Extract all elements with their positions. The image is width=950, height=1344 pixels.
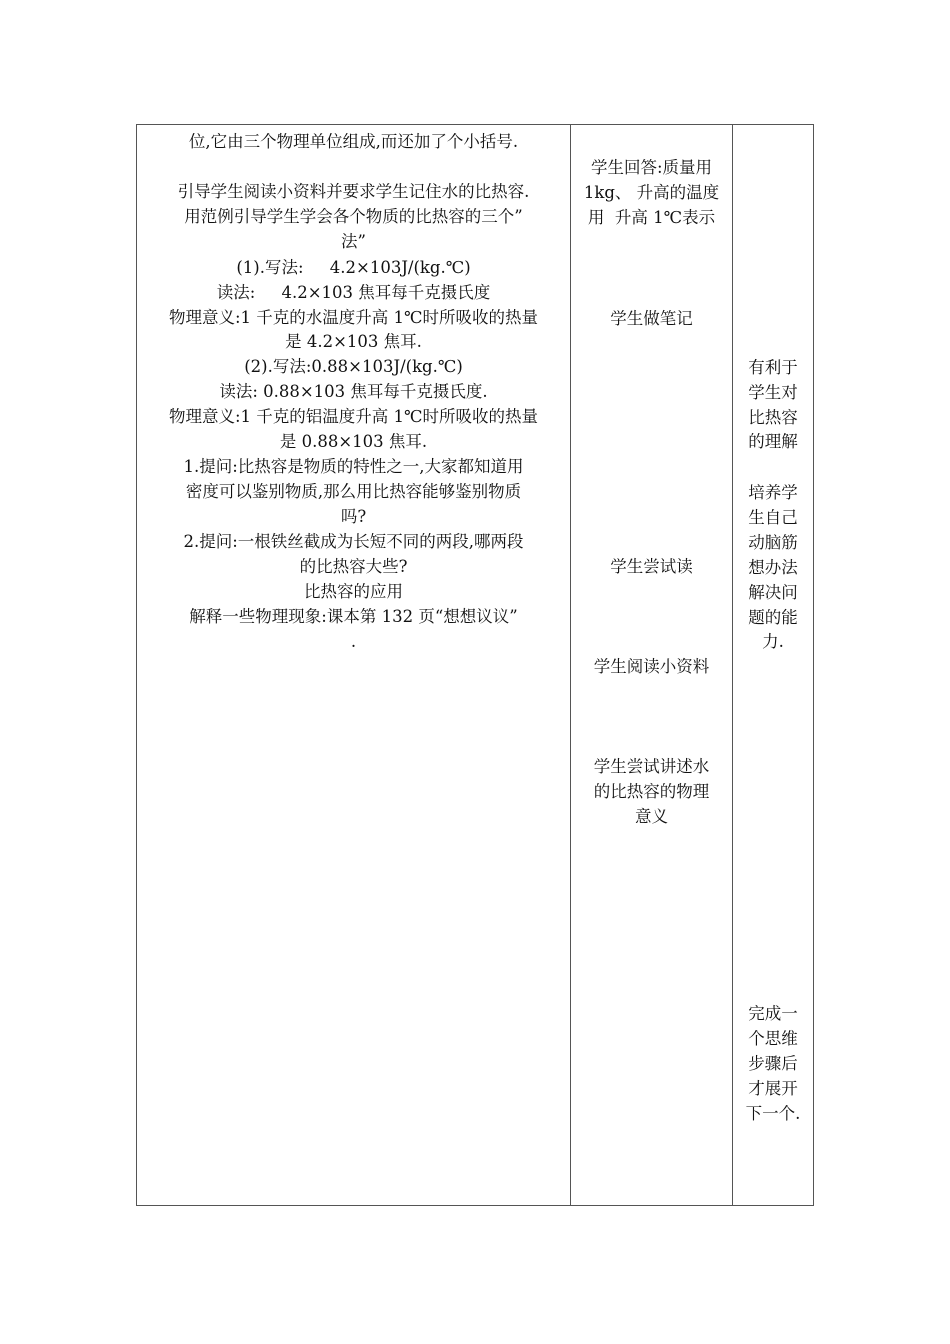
teacher-line: 物理意义:1 千克的水温度升高 1℃时所吸收的热量 — [168, 308, 538, 327]
student-line: 学生尝试讲述水 — [593, 757, 710, 776]
teacher-line: 引导学生阅读小资料并要求学生记住水的比热容. — [177, 182, 530, 201]
teacher-line: (1).写法: 4.2×103J/(kg.℃) — [236, 258, 471, 277]
intent-line: 步骤后 — [748, 1054, 798, 1073]
intent-line: 解决问 — [748, 583, 798, 602]
teacher-line: 是 0.88×103 焦耳. — [279, 432, 428, 451]
teacher-line: 用范例引导学生学会各个物质的比热容的三个” — [184, 207, 523, 226]
student-line: 学生尝试读 — [610, 557, 693, 576]
intent-line: 完成一 — [748, 1004, 798, 1023]
student-line: 学生回答:质量用 — [590, 158, 713, 177]
intent-line: 才展开 — [748, 1079, 798, 1098]
intent-line: 的理解 — [748, 432, 798, 451]
teacher-line: 密度可以鉴别物质,那么用比热容能够鉴别物质 — [185, 482, 522, 501]
teacher-line: (2).写法:0.88×103J/(kg.℃) — [244, 357, 463, 376]
intent-line: 比热容 — [748, 408, 798, 427]
teacher-line: 读法: 0.88×103 焦耳每千克摄氏度. — [219, 382, 488, 401]
intent-line: 培养学 — [748, 483, 798, 502]
teacher-line: 法” — [341, 232, 366, 251]
intent-line: 题的能 — [748, 608, 798, 627]
student-line: 的比热容的物理 — [593, 782, 710, 801]
teacher-line: 物理意义:1 千克的铝温度升高 1℃时所吸收的热量 — [168, 407, 538, 426]
student-line: 1kg、 升高的温度 — [583, 183, 720, 202]
student-line: 学生做笔记 — [610, 309, 693, 328]
teacher-line: 1.提问:比热容是物质的特性之一,大家都知道用 — [183, 457, 524, 476]
design-intent-column — [733, 125, 813, 1205]
teacher-line: 比热容的应用 — [304, 582, 403, 601]
teacher-line: 吗? — [340, 507, 367, 526]
intent-line: 学生对 — [748, 383, 798, 402]
intent-line: 力. — [762, 632, 784, 651]
intent-line: 有利于 — [748, 358, 798, 377]
lesson-table — [136, 124, 814, 1206]
student-line: 意义 — [635, 807, 668, 826]
intent-line: 动脑筋 — [748, 533, 798, 552]
student-line: 用 升高 1℃表示 — [587, 208, 716, 227]
intent-line: 想办法 — [748, 558, 798, 577]
student-activity-column — [571, 125, 733, 1205]
intent-line: 下一个. — [745, 1104, 801, 1123]
intent-line: 生自己 — [748, 508, 798, 527]
student-line: 学生阅读小资料 — [593, 657, 710, 676]
teacher-line: . — [350, 632, 357, 651]
teacher-line: 解释一些物理现象:课本第 132 页“想想议议” — [189, 607, 518, 626]
teacher-activity-column — [137, 125, 571, 1205]
teacher-line: 2.提问:一根铁丝截成为长短不同的两段,哪两段 — [183, 532, 524, 551]
teacher-line: 位,它由三个物理单位组成,而还加了个小括号. — [188, 132, 519, 151]
intent-line: 个思维 — [748, 1029, 798, 1048]
teacher-line: 是 4.2×103 焦耳. — [285, 332, 422, 351]
teacher-line: 读法: 4.2×103 焦耳每千克摄氏度 — [216, 283, 491, 302]
teacher-line: 的比热容大些? — [299, 557, 408, 576]
